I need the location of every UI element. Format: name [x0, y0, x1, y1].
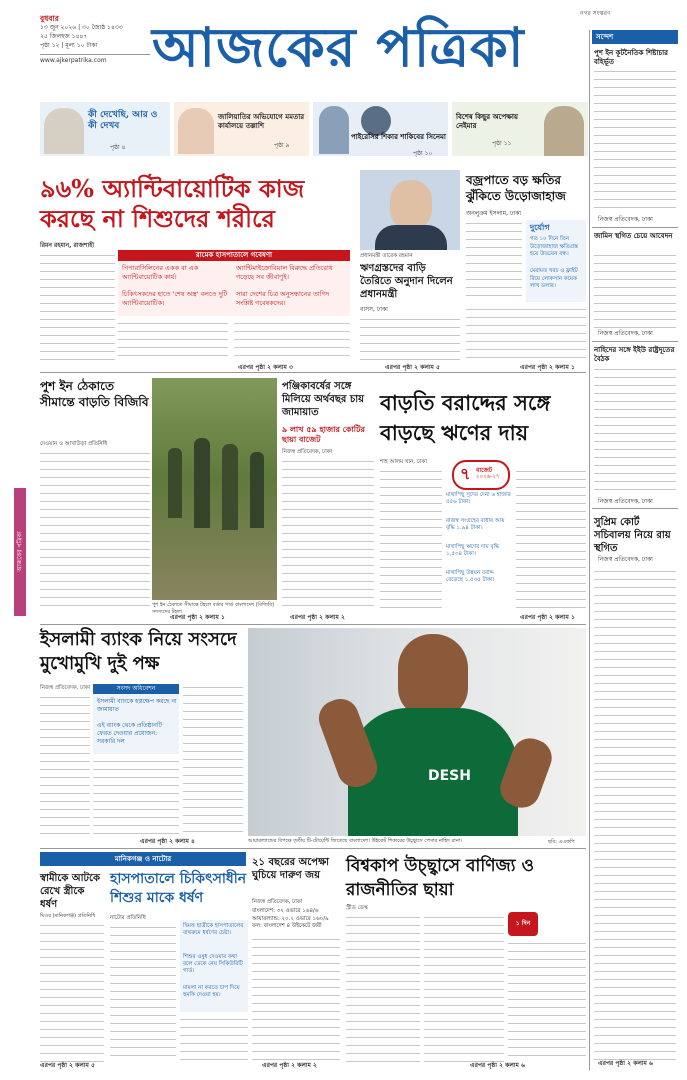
manik-text-2 — [180, 1016, 248, 1062]
sidebar-story-2-byline: নিজস্ব প্রতিবেদক, ঢাকা — [598, 330, 653, 337]
bgb-byline: দেওয়ান ও আখাউড়া প্রতিনিধি — [40, 441, 108, 447]
budget-point: মাথাপিছু ঋণের দায় বৃদ্ধি ১,৫৩৪ টাকা। — [446, 544, 500, 557]
worldcup-byline: স্ট্রীড ডেস্ক — [346, 905, 368, 911]
manik-byline: নাটোর প্রতিনিধি — [110, 915, 146, 921]
islami-text-1 — [40, 694, 90, 836]
lightning-factbox — [526, 220, 586, 302]
worldcup-badge-text: ১ দিন — [515, 920, 531, 927]
win-cont[interactable]: এরপর পৃষ্ঠা ২ কলাম ২ — [262, 1062, 317, 1069]
islami-byline: নিজস্ব প্রতিবেদক, ঢাকা — [40, 685, 91, 691]
lead-point: সারা দেশের চিত্র অনুসন্ধানের তাগিদ সংশ্লিষ্ট গবেষকদের। — [236, 290, 330, 307]
budget-byline: শাহ আলম খান, ঢাকা — [380, 459, 427, 465]
teaser-title: বিশেষ কিছুর অপেক্ষায় নেইমার — [456, 112, 519, 130]
worldcup-text-2 — [424, 914, 504, 1062]
lightning-text-2 — [466, 306, 586, 362]
manik-factbox — [180, 920, 248, 1012]
lightning-headline[interactable]: বজ্রপাতে বড় ক্ষতির ঝুঁকিতে উড়োজাহাজ — [466, 173, 566, 203]
sidebar-story-1-title[interactable]: পুশ ইন কূটনৈতিক শিষ্টাচার বহির্ভূত — [594, 48, 669, 66]
lightning-cont[interactable]: এরপর পৃষ্ঠা ২ কলাম ১ — [520, 364, 575, 371]
win-score: বাংলাদেশ: ৩২ ওভারে ১৬৪/৬ — [252, 908, 319, 914]
lead-byline: রিমন রহমান, রাজশাহী — [40, 242, 95, 249]
tea-text — [282, 458, 374, 612]
manik-side-headline[interactable]: স্বামীকে আটকে রেখে স্ত্রীকে ধর্ষণ — [40, 873, 101, 910]
sidebar-header: সন্দেশ — [592, 30, 678, 44]
teaser-portrait — [44, 108, 84, 154]
islami-text-3 — [183, 684, 243, 836]
sidebar-story-4-byline: নিজস্ব প্রতিবেদক, ঢাকা — [598, 556, 653, 563]
islami-point: এই ব্যাংক থেকে প্রতিষ্ঠানটি ফেরত দেওয়ার প্রয়োজন: সরকারি দল — [97, 722, 162, 745]
islami-point: ইসলামী ব্যাংকে হস্তক্ষেপ করছে না জামায়াত — [97, 698, 177, 713]
right-sidebar — [592, 30, 678, 1070]
jersey-text: DESH — [428, 768, 471, 784]
sidebar-story-4-text — [594, 568, 676, 1060]
islami-factbox-title: সংসদ অধিবেশন — [93, 684, 179, 694]
manik-text — [110, 924, 176, 1062]
cricket-photo-caption: আয়ারল্যান্ডের বিপক্ষে তৃতীয় টি-টোয়েন্টি জিতেছে বাংলাদেশ। উইকেট শিকারের উচ্ছ্বাসে পেসার নাহিদ রানা। — [248, 838, 462, 844]
lead-headline-line-1: ৯৬% অ্যান্টিবায়োটিক কাজ — [40, 174, 305, 203]
pm-caption: প্রধানমন্ত্রী তারেক রহমান — [360, 253, 413, 259]
teaser-title: জালিয়াতির অভিযোগে মমতার কার্যালয়ে তল্লাশি — [218, 112, 305, 130]
issue-day: বুধবার — [40, 14, 59, 23]
sidebar-story-1-text — [594, 68, 676, 214]
teaser-4[interactable] — [452, 102, 588, 156]
lightning-point: গত ১০ দিনে তিন উড়োজাহাজ ক্ষতিগ্রস্ত হয়ে উড্ডয়ন বন্ধ। — [530, 236, 578, 257]
budget-headline[interactable]: বাড়তি বরাদ্দের সঙ্গে বাড়ছে ঋণের দায় — [380, 390, 551, 445]
manik-headline[interactable]: হাসপাতালে চিকিৎসাধীন শিশুর মাকে ধর্ষণ — [110, 871, 247, 906]
islami-cont[interactable]: এরপর পৃষ্ঠা ২ কলাম ৪ — [140, 838, 195, 845]
teaser-page: পৃষ্ঠা ১০ — [413, 150, 433, 157]
sidebar-story-2-title[interactable]: জামিন স্থগিত চেয়ে আবেদন — [594, 231, 673, 240]
bgb-cont[interactable]: এরপর পৃষ্ঠা ২ কলাম ১ — [170, 614, 225, 621]
pm-headline[interactable]: ঋণগ্রস্তদের বাড়ি তৈরিতে অনুদান দিলেন প্রধানমন্ত্রী — [360, 263, 453, 300]
teaser-strip — [40, 102, 588, 156]
manik-point: দ্বিমত্ত ছাত্রীকে হাসপাতালের বাথরুমে ধর্ষণের চেষ্টা। — [183, 923, 244, 936]
teaser-portrait — [544, 106, 584, 156]
tea-headline[interactable]: পঞ্জিকাবর্ষের সঙ্গে মিলিয়ে অর্থবছর চায় জামায়াত — [282, 381, 365, 418]
issue-date: ১৩ জুন ২০২৬ | ৩০ জ্যৈষ্ঠ ১৪৩৩ — [40, 24, 123, 31]
sidebar-story-3-byline: নিজস্ব প্রতিবেদক, ঢাকা — [598, 498, 653, 505]
islami-headline-line-1: ইসলামী ব্যাংক নিয়ে সংসদে — [40, 629, 237, 650]
teaser-page: পৃষ্ঠা ৯ — [274, 142, 290, 149]
website-link[interactable]: www.ajkerpatrika.com — [40, 57, 107, 64]
budget-badge-number: ৭ — [460, 464, 471, 483]
pages-price: পৃষ্ঠা ১২ | মূল্য ১০ টাকা — [40, 42, 98, 49]
budget-text-2 — [516, 468, 586, 612]
tea-byline: নিজস্ব প্রতিবেদক, ঢাকা — [282, 449, 333, 455]
lead-col-2 — [118, 320, 228, 362]
cricket-photo-credit: ছবি: এএফপি — [548, 839, 575, 845]
islami-text-2 — [93, 758, 179, 836]
win-score: আয়ারল্যান্ড: ২০.২ ওভারে ১৬০/৯ — [252, 915, 329, 922]
worldcup-headline[interactable]: বিশ্বকাপ উচ্ছ্বাসে বাণিজ্য ও রাজনীতির ছায়া — [346, 856, 535, 900]
cricket-photo — [248, 628, 586, 836]
pm-cont[interactable]: এরপর পৃষ্ঠা ২ কলাম ৫ — [385, 364, 440, 371]
side-tab — [14, 488, 26, 616]
teaser-page: পৃষ্ঠা ১১ — [492, 140, 512, 147]
bgb-photo — [152, 378, 277, 600]
sidebar-story-1-byline: নিজস্ব প্রতিবেদক, ঢাকা — [598, 216, 653, 223]
worldcup-text-1 — [346, 914, 420, 1062]
bgb-photo-caption: পুশ ইন ঠেকাতে সীমান্তে টহলে বর্ডার গার্ড বাংলাদেশ (বিজিবি) সদস্যদের টহল। — [152, 602, 275, 615]
lead-factbox — [118, 250, 350, 316]
lead-factbox-title: রামেক হাসপাতালে গবেষণা — [118, 250, 350, 261]
budget-badge-title: বাজেট — [476, 467, 493, 474]
bgb-text — [40, 450, 150, 612]
bgb-headline[interactable]: পুশ ইন ঠেকাতে সীমান্তে বাড়তি বিজিবি — [40, 379, 149, 409]
win-headline[interactable]: ২১ বছরের অপেক্ষা ঘুচিয়ে দারুণ জয় — [252, 857, 330, 881]
win-byline: নিজস্ব প্রতিবেদক, ঢাকা — [252, 899, 303, 905]
manik-point: শিশুর ওষুধ দেওয়ার কথা বলে ডেকে নেয় সিকিউরিটি গার্ড। — [183, 954, 243, 974]
sidebar-story-4-title[interactable]: সুপ্রিম কোর্ট সচিবালয় নিয়ে রায় স্থগিত — [594, 517, 671, 554]
manik-side-byline: ঘিওর (মানিকগঞ্জ) প্রতিনিধি — [40, 913, 96, 919]
lead-col-1 — [40, 252, 115, 362]
teaser-title: কী দেখেছি, আর ও কী দেখব — [88, 110, 158, 131]
lead-point: পিপারাসিলিনের একক বা এক অ্যান্টিবায়োটিক কার্য। — [122, 264, 199, 281]
worldcup-text-3 — [508, 940, 586, 1062]
sidebar-story-4-cont[interactable]: এরপর পৃষ্ঠা ২ কলাম ৬ — [598, 1060, 653, 1067]
budget-point: রাজস্ব সংগ্রহের বাধায় আয় বৃদ্ধি ১.৯৪ টাকা। — [446, 518, 505, 531]
win-text — [252, 936, 340, 1062]
teaser-portrait — [178, 108, 214, 154]
teaser-title: পাইরেসির শিকার শাকিবের সিনেমা — [351, 132, 446, 141]
budget-text-1 — [380, 468, 442, 612]
manik-point: মামলা না করতে চাপ দিয়ে হুমকি দেওয়া হয়। — [183, 985, 240, 998]
hijri-date: ২৫ জিলহজ ১৪৪৭ — [40, 33, 88, 40]
budget-point: মাথাপিছু সুদের দেনা ৬ হাজার ৫৫৬ টাকা। — [446, 492, 511, 505]
manik-band: মানিকগঞ্জ ও নাটোর — [40, 852, 246, 866]
islami-factbox — [93, 684, 179, 754]
pm-dateline: বাসস, ঢাকা — [360, 306, 388, 313]
manik-side-text — [40, 922, 104, 1062]
sidebar-story-3-text — [594, 366, 676, 496]
budget-badge-year: ২০২৬-২৭ — [476, 474, 500, 480]
lightning-point: মেরামত খরচ ও ফ্লাইট রিয়ে লোকসান কয়েক লাখ ডলার। — [530, 268, 578, 289]
lead-headline[interactable] — [40, 174, 360, 234]
win-scorebox — [252, 908, 340, 931]
pm-photo — [360, 170, 460, 250]
masthead — [0, 0, 687, 100]
newspaper-logo: আজকের পত্রিকা — [152, 16, 525, 79]
lead-col-3 — [234, 320, 350, 362]
lightning-byline: অনলুক্রম ইসলাম, ঢাকা — [466, 210, 522, 217]
lead-point: অ্যান্টিমাইক্রোবিয়াল বিরুদ্ধে প্রতিরোধ গড়েছে সব জীবাণুই। — [236, 264, 333, 281]
teaser-1[interactable] — [40, 102, 170, 156]
edition-label: নগর সংস্করণ — [580, 10, 611, 17]
teaser-page: পৃষ্ঠা ৪ — [110, 144, 126, 151]
budget-cont[interactable]: এরপর পৃষ্ঠা ২ কলাম ১ — [520, 614, 575, 621]
teaser-3[interactable] — [313, 102, 448, 156]
side-tab-label: আজকের পত্রিকা — [16, 531, 24, 572]
teaser-2[interactable] — [174, 102, 309, 156]
teaser-portrait — [319, 106, 349, 154]
win-score: ফল: বাংলাদেশ ৪ উইকেটে জয়ী — [252, 923, 322, 929]
manik-side-cont[interactable]: এরপর পৃষ্ঠা ২ কলাম ৫ — [40, 1062, 95, 1069]
tea-subheadline: ৯ লাখ ৫৯ হাজার কোটির ছায়া বাজেট — [282, 424, 365, 444]
lead-cont[interactable]: এরপর পৃষ্ঠা ২ কলাম ৩ — [238, 364, 293, 371]
islami-headline-line-2: মুখোমুখি দুই পক্ষ — [40, 653, 160, 674]
sidebar-story-3-title[interactable]: নাহিদের সঙ্গে ইইউ রাষ্ট্রদূতের বৈঠক — [594, 345, 675, 363]
budget-factbox — [446, 460, 512, 600]
budget-point: মাথাপিছু উন্নয়ন বরাদ্দ বেড়েছে ১,৫৩৫ টাকা। — [446, 570, 495, 583]
lead-headline-line-2: করছে না শিশুদের শরীরে — [40, 204, 275, 233]
lightning-text — [466, 220, 522, 302]
pm-text — [360, 316, 460, 362]
worldcup-badge — [508, 912, 538, 936]
tea-cont[interactable]: এরপর পৃষ্ঠা ২ কলাম ২ — [290, 614, 345, 621]
lead-point: চিকিৎসকদের হাতে 'শেষ অস্ত্র' বলতে দুটি অ্যান্টিবায়োটিক। — [122, 290, 228, 307]
sidebar-story-2-text — [594, 252, 676, 328]
worldcup-cont[interactable]: এরপর পৃষ্ঠা ২ কলাম ৬ — [470, 1062, 525, 1069]
lightning-factbox-title: দুর্যোগ — [530, 223, 550, 232]
